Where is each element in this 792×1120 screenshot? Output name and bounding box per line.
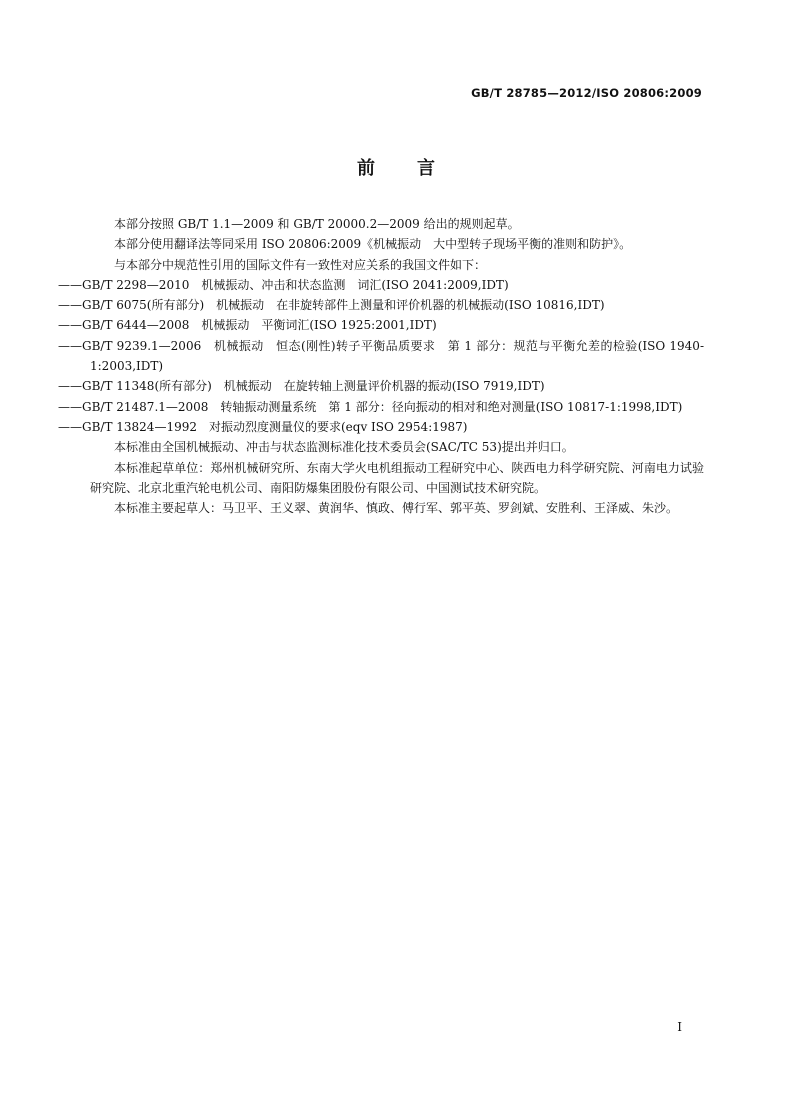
paragraph-drafting-units: 本标准起草单位：郑州机械研究所、东南大学火电机组振动工程研究中心、陕西电力科学研究院、河南电力试验研究院、北京北重汽轮电机公司、南阳防爆集团股份有限公司、中国测试技术研究院。 bbox=[90, 460, 704, 495]
paragraph-drafting-rules: 本部分按照 GB/T 1.1—2009 和 GB/T 20000.2—2009 给出的规则起草。 bbox=[114, 217, 520, 231]
paragraph-proposer: 本标准由全国机械振动、冲击与状态监测标准化技术委员会(SAC/TC 53)提出并归口。 bbox=[114, 440, 574, 455]
list-item: ——GB/T 21487.1—2008 转轴振动测量系统 第 1 部分：径向振动的相对和绝对测量(ISO 10817-1:1998,IDT) bbox=[58, 399, 683, 414]
paragraph-correspondence-intro: 与本部分中规范性引用的国际文件有一致性对应关系的我国文件如下： bbox=[114, 257, 487, 272]
paragraph-drafters: 本标准主要起草人：马卫平、王义翠、黄润华、慎政、傅行军、郭平英、罗剑斌、安胜利、王泽威、朱沙。 bbox=[114, 501, 679, 516]
page-title: 前言 bbox=[357, 158, 477, 179]
list-item: ——GB/T 13824—1992 对振动烈度测量仪的要求(eqv ISO 2954:1987) bbox=[58, 419, 468, 434]
standard-code-header: GB/T 28785—2012/ISO 20806:2009 bbox=[471, 86, 702, 100]
foreword-body bbox=[58, 214, 704, 518]
page-number: I bbox=[677, 1020, 682, 1034]
list-item: ——GB/T 9239.1—2006 机械振动 恒态(刚性)转子平衡品质要求 第 1 部分：规范与平衡允差的检验(ISO 1940-1:2003,IDT) bbox=[58, 338, 704, 374]
list-item: ——GB/T 6075(所有部分) 机械振动 在非旋转部件上测量和评价机器的机械振动(ISO 10816,IDT) bbox=[58, 298, 605, 313]
paragraph-adoption: 本部分使用翻译法等同采用 ISO 20806:2009《机械振动 大中型转子现场平衡的准则和防护》。 bbox=[114, 237, 632, 252]
list-item: ——GB/T 6444—2008 机械振动 平衡词汇(ISO 1925:2001,IDT) bbox=[58, 318, 437, 333]
list-item: ——GB/T 11348(所有部分) 机械振动 在旋转轴上测量评价机器的振动(ISO 7919,IDT) bbox=[58, 379, 545, 394]
list-item: ——GB/T 2298—2010 机械振动、冲击和状态监测 词汇(ISO 2041:2009,IDT) bbox=[58, 277, 509, 292]
